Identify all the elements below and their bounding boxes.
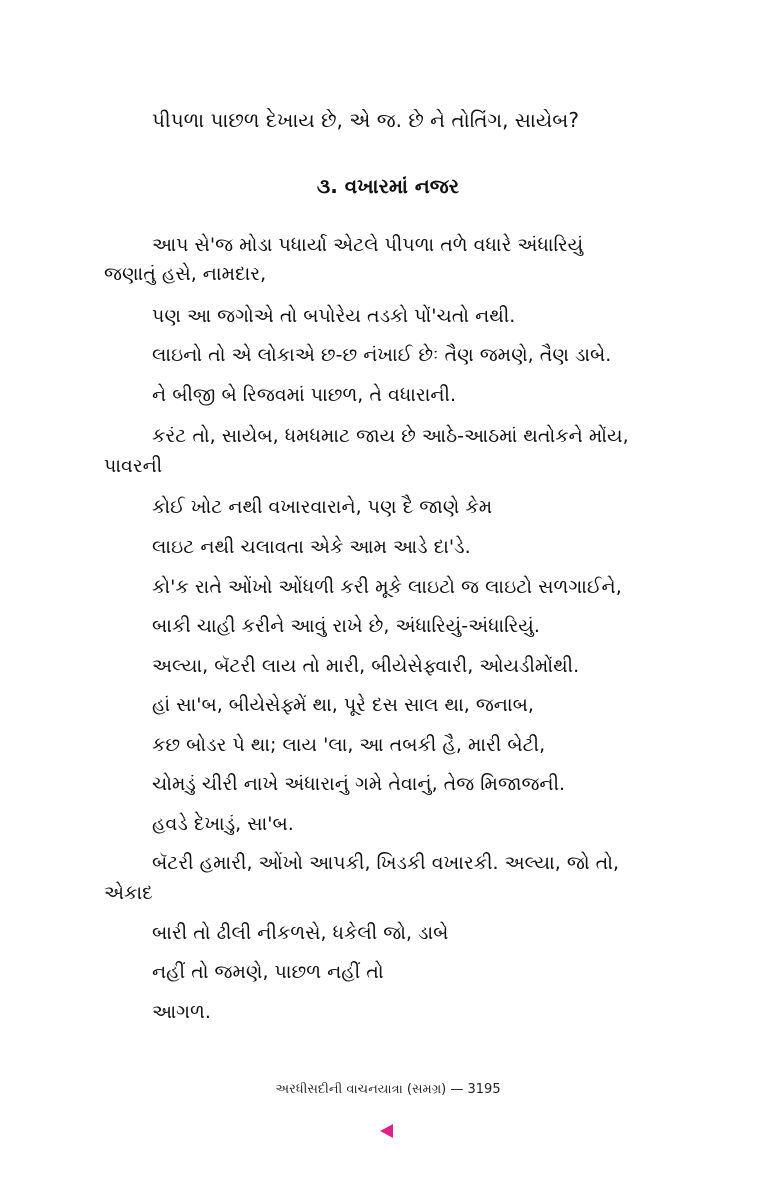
text-line: બારી તો ઢીલી નીકળસે, ધકેલી જો, ડાબે <box>152 922 449 944</box>
text-line: અલ્યા, બૅટરી લાય તો મારી, બીયેસેફ્વારી, ઓયડીમોંથી. <box>152 655 580 677</box>
text-line: કરંટ તો, સાયેબ, ધમધમાટ જાય છે આઠે-આઠમાં થતોકને મોંય, <box>152 425 629 447</box>
left-triangle-icon[interactable] <box>380 1124 393 1138</box>
page-footer: અરધીસદીની વાચનયાત્રા (સમગ્ર) — 3195 <box>275 1082 501 1097</box>
text-line: કોઈ ખોટ નથી વખારવારાને, પણ દૈ જાણે કેમ <box>152 496 493 518</box>
text-line: લાઇટ નથી ચલાવતા એકે આમ આડે દા'ડે. <box>152 536 471 558</box>
text-line: હાં સા'બ, બીયેસેફ્મેં થા, પૂરે દસ સાલ થા, જનાબ, <box>152 694 534 716</box>
text-line: હવડે દેખાડું, સા'બ. <box>152 813 294 835</box>
text-line: પણ આ જગોએ તો બપોરેય તડકો પોં'ચતો નથી. <box>152 305 516 327</box>
text-line: એકાદ <box>104 882 153 904</box>
text-line: આગળ. <box>152 1001 211 1023</box>
section-title: ૩. વખારમાં નજર <box>316 174 460 198</box>
text-line: કો'ક રાતે ઓંખો ઓંધળી કરી મૂકે લાઇટો જ લાઇટો સળગાઈને, <box>152 576 622 598</box>
text-line: નહીં તો જમણે, પાછળ નહીં તો <box>152 961 384 983</box>
text-line: લાઇનો તો એ લોકાએ છ-છ નંખાઈ છેઃ તૈણ જમણે, તૈણ ડાબે. <box>152 344 612 366</box>
text-line: કછ બોડર પે થા; લાય 'લા, આ તબકી હૈ, મારી બેટી, <box>152 734 546 756</box>
text-line: આપ સે'જ મોડા પધાર્યા એટલે પીપળા તળે વધારે અંધારિયું <box>152 234 584 256</box>
text-line: બૅટરી હમારી, ઓંખો આપકી, ખિડકી વખારકી. અલ્યા, જો તો, <box>152 852 619 874</box>
text-line: ને બીજી બે રિજવમાં પાછળ, તે વધારાની. <box>152 384 457 406</box>
text-line: પાવરની <box>104 455 163 477</box>
text-line: ચોમડું ચીરી નાખે અંધારાનું ગમે તેવાનું, તેજ મિજાજની. <box>152 773 566 795</box>
text-line: બાકી ચાહી કરીને આવું રાખે છે, અંધારિયું-અંધારિયું. <box>152 615 540 637</box>
text-line: પીપળા પાછળ દેખાય છે, એ જ. છે ને તોતિંગ, સાયેબ? <box>152 108 579 132</box>
text-line: જણાતું હસે, નામદાર, <box>104 263 267 285</box>
